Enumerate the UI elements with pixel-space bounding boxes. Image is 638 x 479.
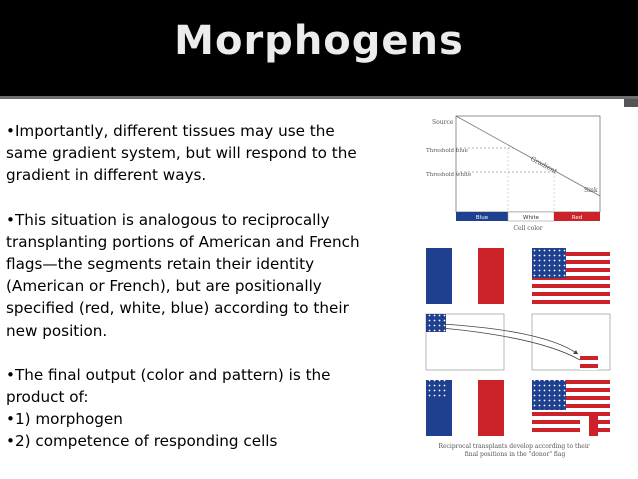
cell-color-label: Cell color <box>513 225 543 232</box>
color-bar-label: White <box>523 215 539 221</box>
transplant-piece <box>426 314 446 332</box>
color-bar-label: Blue <box>475 215 489 221</box>
sink-label: Sink <box>584 187 598 194</box>
gradient-label: Gradient <box>529 154 559 176</box>
slide-title: Morphogens <box>174 18 464 64</box>
result-american-flag <box>532 380 610 436</box>
corner-accent <box>624 99 638 107</box>
bullet-item: •2) competence of responding cells <box>6 432 278 451</box>
threshold-blue-label: Threshold blue <box>426 148 468 154</box>
result-french-flag <box>426 380 504 436</box>
transplant-row <box>426 314 610 370</box>
french-flag <box>426 248 504 304</box>
bullet-item: •1) morphogen <box>6 410 123 429</box>
figure-caption: Reciprocal transplants develop according to their final positions in the "donor" flag <box>438 443 590 458</box>
gradient-line <box>456 116 600 196</box>
color-bar-label: Red <box>571 215 583 221</box>
recipient-frame <box>532 314 610 370</box>
threshold-white-label: Threshold white <box>426 172 472 178</box>
transplant-piece <box>580 352 598 370</box>
gradient-frame <box>456 116 600 212</box>
flag-model-figure <box>412 108 618 472</box>
bullet-item: •The final output (color and pattern) is the product of: <box>6 365 331 407</box>
bullet-item: •This situation is analogous to reciprocally transplanting portions of American and French flags—the segments retain their identity (American or French), but are positionally specified (red, white, blue) according to their new position. <box>6 210 360 340</box>
title-bar <box>0 0 638 99</box>
american-flag <box>532 248 610 304</box>
bullet-list <box>6 120 366 453</box>
bullet-item: •Importantly, different tissues may use the same gradient system, but will respond to the gradient in different ways. <box>6 122 357 185</box>
source-label: Source <box>432 119 454 126</box>
gradient-diagram <box>426 116 600 232</box>
